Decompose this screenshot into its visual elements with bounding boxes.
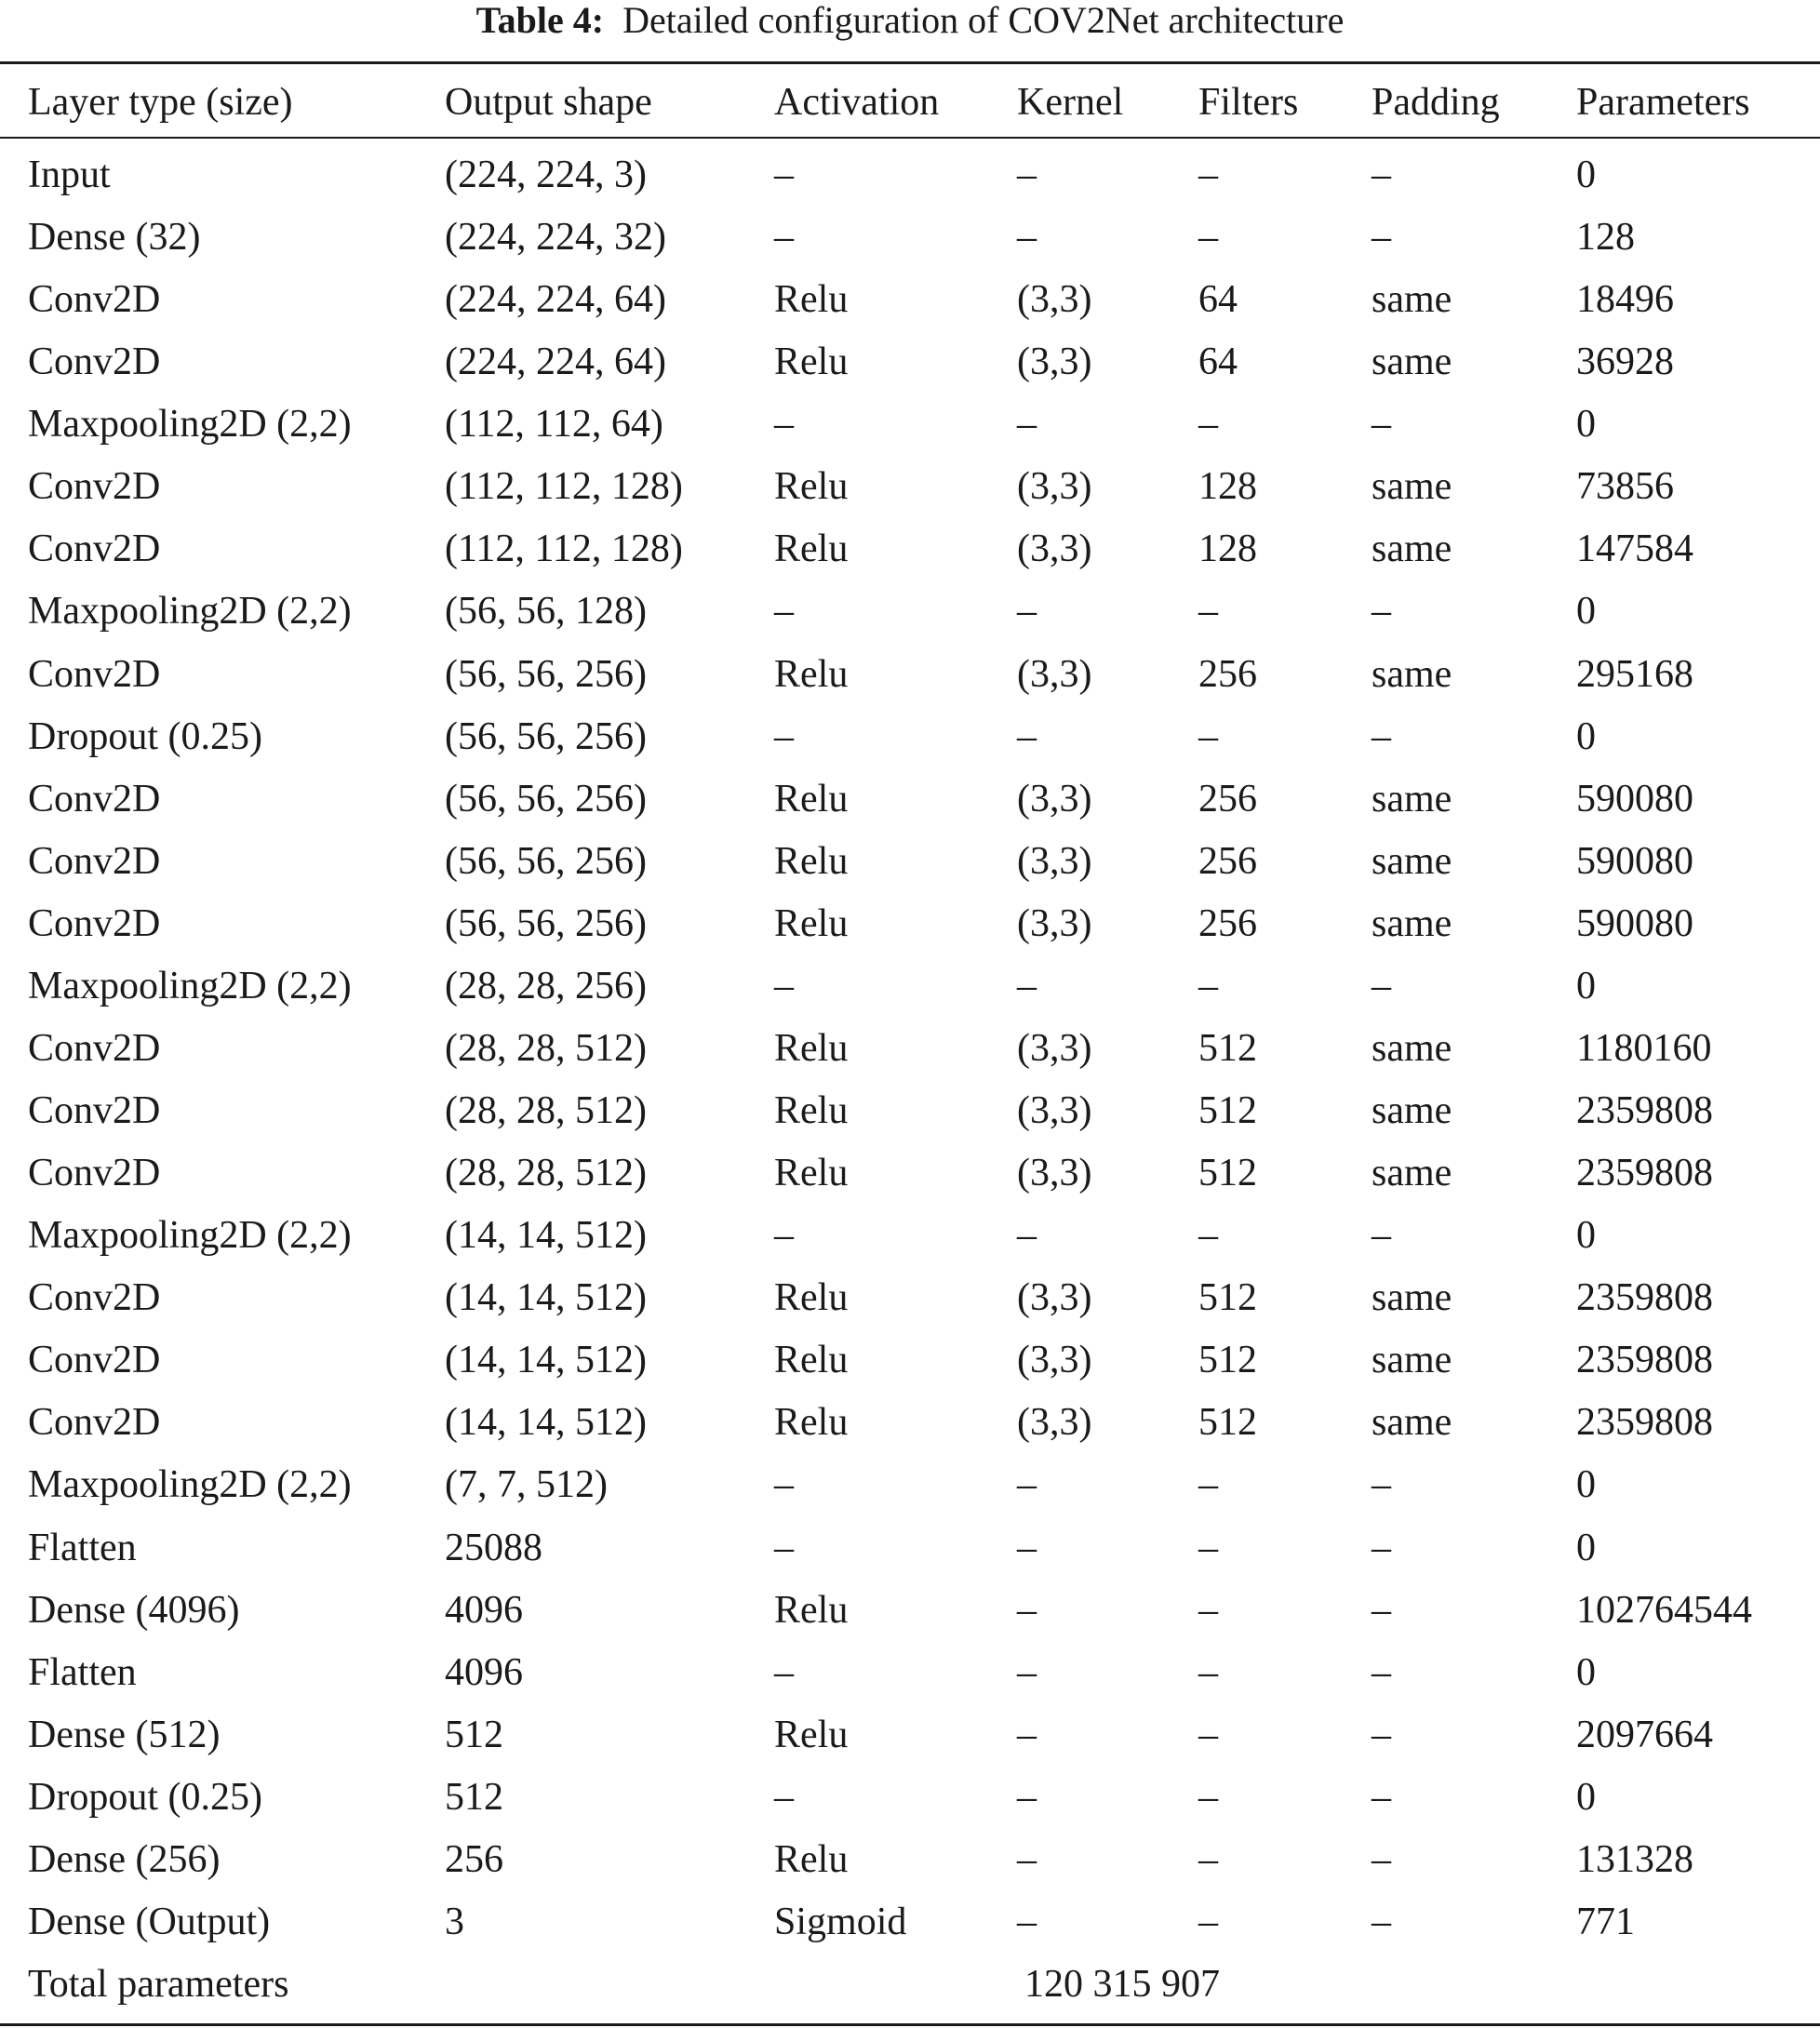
cell-filters: – (1198, 1838, 1218, 1881)
cell-kernel: (3,3) (1017, 1401, 1092, 1444)
cell-parameters: 2097664 (1576, 1714, 1713, 1756)
cell-parameters: 0 (1576, 590, 1596, 633)
cell-layer-type: Maxpooling2D (2,2) (28, 403, 352, 446)
cell-activation: Relu (774, 1838, 849, 1881)
cell-parameters: 73856 (1576, 465, 1674, 508)
cell-filters: – (1198, 1589, 1218, 1632)
cell-filters: – (1198, 153, 1218, 196)
table-row (0, 768, 1820, 831)
cell-kernel: – (1017, 1838, 1037, 1881)
cell-filters: – (1198, 1901, 1218, 1943)
cell-parameters: 36928 (1576, 340, 1674, 383)
cell-kernel: (3,3) (1017, 653, 1092, 696)
cell-parameters: 0 (1576, 1776, 1596, 1819)
table-header-row (0, 72, 1820, 134)
cell-filters: – (1198, 1776, 1218, 1819)
table-row (0, 1205, 1820, 1267)
cell-layer-type: Dropout (0.25) (28, 715, 262, 758)
cell-activation: Relu (774, 1589, 849, 1632)
cell-filters: 128 (1198, 527, 1257, 570)
cell-parameters: 2359808 (1576, 1276, 1713, 1319)
cell-output-shape: 256 (445, 1838, 503, 1881)
header-output-shape: Output shape (445, 81, 652, 124)
cell-layer-type: Conv2D (28, 1339, 161, 1381)
cell-filters: 256 (1198, 902, 1257, 945)
cell-output-shape: (224, 224, 32) (445, 216, 666, 259)
cell-kernel: – (1017, 403, 1037, 446)
cell-layer-type: Dropout (0.25) (28, 1776, 262, 1819)
cell-activation: – (774, 1776, 794, 1819)
cell-kernel: – (1017, 1901, 1037, 1943)
cell-layer-type: Dense (32) (28, 216, 201, 259)
table-row (0, 144, 1820, 207)
cell-kernel: – (1017, 1651, 1037, 1694)
cell-kernel: (3,3) (1017, 465, 1092, 508)
cell-padding: same (1372, 278, 1452, 321)
cell-padding: – (1372, 1589, 1391, 1632)
cell-output-shape: (14, 14, 512) (445, 1401, 647, 1444)
cell-output-shape: (56, 56, 256) (445, 778, 647, 821)
cell-padding: same (1372, 527, 1452, 570)
cell-parameters: 0 (1576, 403, 1596, 446)
cell-parameters: 2359808 (1576, 1152, 1713, 1194)
cell-output-shape: (56, 56, 256) (445, 653, 647, 696)
total-label: Total parameters (28, 1963, 289, 2006)
cell-output-shape: (112, 112, 64) (445, 403, 663, 446)
cell-filters: – (1198, 1527, 1218, 1569)
cell-layer-type: Maxpooling2D (2,2) (28, 965, 352, 1007)
cell-output-shape: (14, 14, 512) (445, 1214, 647, 1257)
cell-output-shape: (28, 28, 512) (445, 1027, 647, 1070)
cell-output-shape: 3 (445, 1901, 464, 1943)
cell-layer-type: Conv2D (28, 1089, 161, 1132)
cell-activation: – (774, 1214, 794, 1257)
cell-filters: – (1198, 1714, 1218, 1756)
cell-padding: same (1372, 653, 1452, 696)
cell-padding: – (1372, 1527, 1391, 1569)
header-kernel: Kernel (1017, 81, 1124, 124)
table-row (0, 1267, 1820, 1329)
cell-activation: Relu (774, 465, 849, 508)
cell-kernel: (3,3) (1017, 340, 1092, 383)
table-row (0, 580, 1820, 643)
cell-layer-type: Conv2D (28, 840, 161, 883)
cell-layer-type: Dense (256) (28, 1838, 221, 1881)
cell-filters: – (1198, 403, 1218, 446)
cell-kernel: (3,3) (1017, 778, 1092, 821)
cell-layer-type: Flatten (28, 1527, 137, 1569)
cell-padding: same (1372, 340, 1452, 383)
cell-kernel: (3,3) (1017, 1089, 1092, 1132)
cell-filters: 128 (1198, 465, 1257, 508)
cell-layer-type: Conv2D (28, 1027, 161, 1070)
cell-kernel: (3,3) (1017, 1276, 1092, 1319)
cell-output-shape: (112, 112, 128) (445, 465, 683, 508)
table-row (0, 1329, 1820, 1392)
cell-activation: Relu (774, 840, 849, 883)
table-caption-label: Table 4: (475, 0, 605, 41)
cell-kernel: (3,3) (1017, 1152, 1092, 1194)
cell-padding: same (1372, 1027, 1452, 1070)
cell-layer-type: Input (28, 153, 111, 196)
cell-padding: same (1372, 840, 1452, 883)
cell-kernel: – (1017, 1527, 1037, 1569)
cell-filters: – (1198, 216, 1218, 259)
cell-layer-type: Conv2D (28, 653, 161, 696)
cell-parameters: 2359808 (1576, 1089, 1713, 1132)
cell-layer-type: Conv2D (28, 902, 161, 945)
header-padding: Padding (1372, 81, 1500, 124)
cell-kernel: (3,3) (1017, 527, 1092, 570)
table-row (0, 831, 1820, 893)
cell-padding: same (1372, 1276, 1452, 1319)
cell-parameters: 0 (1576, 153, 1596, 196)
table-total-row (0, 1954, 1820, 2016)
cell-kernel: (3,3) (1017, 840, 1092, 883)
cell-activation: Relu (774, 1714, 849, 1756)
table-row (0, 1704, 1820, 1767)
cell-activation: – (774, 965, 794, 1007)
table-row (0, 1891, 1820, 1954)
cell-parameters: 0 (1576, 1527, 1596, 1569)
cell-parameters: 295168 (1576, 653, 1693, 696)
cell-filters: – (1198, 965, 1218, 1007)
table-caption-text: Detailed configuration of COV2Net architecture (622, 0, 1345, 41)
cell-output-shape: (224, 224, 64) (445, 278, 666, 321)
cell-filters: 512 (1198, 1089, 1257, 1132)
cell-parameters: 0 (1576, 965, 1596, 1007)
cell-kernel: (3,3) (1017, 1339, 1092, 1381)
table-row (0, 331, 1820, 394)
cell-kernel: (3,3) (1017, 902, 1092, 945)
cell-parameters: 2359808 (1576, 1339, 1713, 1381)
cell-output-shape: (224, 224, 3) (445, 153, 647, 196)
cell-activation: – (774, 216, 794, 259)
cell-parameters: 0 (1576, 1651, 1596, 1694)
table-row (0, 1080, 1820, 1142)
cell-filters: 64 (1198, 278, 1238, 321)
cell-padding: – (1372, 1651, 1391, 1694)
cell-padding: – (1372, 715, 1391, 758)
cell-layer-type: Maxpooling2D (2,2) (28, 590, 352, 633)
cell-activation: – (774, 590, 794, 633)
table-top-rule (0, 61, 1820, 64)
table-row (0, 1580, 1820, 1642)
cell-layer-type: Conv2D (28, 465, 161, 508)
table-row (0, 1642, 1820, 1704)
cell-parameters: 147584 (1576, 527, 1693, 570)
cell-layer-type: Conv2D (28, 527, 161, 570)
cell-filters: 256 (1198, 653, 1257, 696)
cell-padding: same (1372, 1152, 1452, 1194)
cell-kernel: – (1017, 590, 1037, 633)
cell-activation: Relu (774, 778, 849, 821)
table-row (0, 269, 1820, 331)
cell-parameters: 1180160 (1576, 1027, 1712, 1070)
cell-parameters: 0 (1576, 1214, 1596, 1257)
cell-kernel: (3,3) (1017, 278, 1092, 321)
cell-padding: – (1372, 1214, 1391, 1257)
table-row (0, 518, 1820, 580)
cell-filters: 512 (1198, 1152, 1257, 1194)
table-row (0, 1392, 1820, 1454)
cell-parameters: 102764544 (1576, 1589, 1752, 1632)
cell-activation: Relu (774, 1089, 849, 1132)
table-row (0, 394, 1820, 456)
cell-padding: – (1372, 1901, 1391, 1943)
cell-layer-type: Dense (Output) (28, 1901, 271, 1943)
cell-padding: same (1372, 1089, 1452, 1132)
table-row (0, 1454, 1820, 1516)
cell-padding: same (1372, 778, 1452, 821)
cell-activation: Relu (774, 1027, 849, 1070)
cell-padding: – (1372, 216, 1391, 259)
cell-padding: same (1372, 1339, 1452, 1381)
cell-output-shape: (28, 28, 256) (445, 965, 647, 1007)
cell-parameters: 0 (1576, 1463, 1596, 1506)
cell-layer-type: Maxpooling2D (2,2) (28, 1463, 352, 1506)
cell-output-shape: (28, 28, 512) (445, 1152, 647, 1194)
cell-layer-type: Conv2D (28, 778, 161, 821)
cell-activation: Relu (774, 1401, 849, 1444)
cell-kernel: – (1017, 1714, 1037, 1756)
cell-output-shape: (56, 56, 128) (445, 590, 647, 633)
cell-layer-type: Conv2D (28, 340, 161, 383)
cell-parameters: 128 (1576, 216, 1635, 259)
cell-output-shape: (14, 14, 512) (445, 1276, 647, 1319)
cell-kernel: – (1017, 1214, 1037, 1257)
table-row (0, 893, 1820, 955)
cell-output-shape: 4096 (445, 1651, 523, 1694)
cell-output-shape: (112, 112, 128) (445, 527, 683, 570)
cell-activation: Relu (774, 278, 849, 321)
cell-kernel: – (1017, 965, 1037, 1007)
cell-kernel: – (1017, 1776, 1037, 1819)
cell-padding: same (1372, 1401, 1452, 1444)
cell-filters: – (1198, 1463, 1218, 1506)
cell-padding: same (1372, 902, 1452, 945)
cell-padding: – (1372, 1714, 1391, 1756)
cell-output-shape: (56, 56, 256) (445, 902, 647, 945)
cell-activation: Relu (774, 902, 849, 945)
cell-filters: 64 (1198, 340, 1238, 383)
cell-output-shape: 4096 (445, 1589, 523, 1632)
table-row (0, 1517, 1820, 1580)
cell-kernel: – (1017, 216, 1037, 259)
cell-layer-type: Conv2D (28, 1401, 161, 1444)
cell-parameters: 590080 (1576, 778, 1693, 821)
cell-padding: – (1372, 153, 1391, 196)
cell-filters: 256 (1198, 840, 1257, 883)
cell-output-shape: (56, 56, 256) (445, 840, 647, 883)
cell-activation: Relu (774, 653, 849, 696)
cell-parameters: 18496 (1576, 278, 1674, 321)
cell-output-shape: (28, 28, 512) (445, 1089, 647, 1132)
cell-output-shape: (14, 14, 512) (445, 1339, 647, 1381)
cell-activation: Relu (774, 340, 849, 383)
cell-activation: Relu (774, 1339, 849, 1381)
table-header-rule (0, 137, 1820, 139)
cell-filters: 512 (1198, 1276, 1257, 1319)
table-row (0, 1018, 1820, 1080)
table-row (0, 955, 1820, 1018)
cell-activation: Relu (774, 1276, 849, 1319)
cell-parameters: 2359808 (1576, 1401, 1713, 1444)
cell-activation: – (774, 715, 794, 758)
table-caption (0, 0, 1820, 41)
cell-padding: – (1372, 1463, 1391, 1506)
table-row (0, 1829, 1820, 1891)
table-row (0, 1142, 1820, 1205)
cell-output-shape: (56, 56, 256) (445, 715, 647, 758)
cell-activation: – (774, 1463, 794, 1506)
cell-kernel: – (1017, 715, 1037, 758)
cell-filters: 512 (1198, 1339, 1257, 1381)
cell-output-shape: (7, 7, 512) (445, 1463, 608, 1506)
cell-activation: Sigmoid (774, 1901, 907, 1943)
table-row (0, 207, 1820, 269)
cell-parameters: 590080 (1576, 902, 1693, 945)
table-row (0, 644, 1820, 706)
cell-layer-type: Conv2D (28, 1152, 161, 1194)
cell-filters: – (1198, 590, 1218, 633)
cell-padding: – (1372, 590, 1391, 633)
cell-activation: Relu (774, 1152, 849, 1194)
table-row (0, 1767, 1820, 1829)
cell-layer-type: Conv2D (28, 278, 161, 321)
cell-filters: – (1198, 1651, 1218, 1694)
total-value: 120 315 907 (1024, 1963, 1220, 2006)
cell-padding: – (1372, 1838, 1391, 1881)
header-activation: Activation (774, 81, 940, 124)
cell-padding: – (1372, 403, 1391, 446)
cell-padding: same (1372, 465, 1452, 508)
cell-kernel: – (1017, 153, 1037, 196)
cell-activation: – (774, 1651, 794, 1694)
header-layer-type: Layer type (size) (28, 81, 293, 124)
cell-layer-type: Conv2D (28, 1276, 161, 1319)
header-parameters: Parameters (1576, 81, 1750, 124)
cell-filters: 512 (1198, 1027, 1257, 1070)
cell-padding: – (1372, 965, 1391, 1007)
cell-activation: – (774, 1527, 794, 1569)
cell-kernel: – (1017, 1463, 1037, 1506)
cell-activation: Relu (774, 527, 849, 570)
cell-layer-type: Flatten (28, 1651, 137, 1694)
cell-layer-type: Dense (512) (28, 1714, 221, 1756)
table-row (0, 706, 1820, 768)
cell-filters: 512 (1198, 1401, 1257, 1444)
cell-parameters: 0 (1576, 715, 1596, 758)
cell-output-shape: (224, 224, 64) (445, 340, 666, 383)
cell-filters: – (1198, 715, 1218, 758)
cell-kernel: – (1017, 1589, 1037, 1632)
cell-filters: – (1198, 1214, 1218, 1257)
cell-kernel: (3,3) (1017, 1027, 1092, 1070)
cell-output-shape: 25088 (445, 1527, 542, 1569)
cell-parameters: 131328 (1576, 1838, 1693, 1881)
table-bottom-rule (0, 2023, 1820, 2026)
cell-padding: – (1372, 1776, 1391, 1819)
header-filters: Filters (1198, 81, 1299, 124)
table-row (0, 456, 1820, 518)
cell-output-shape: 512 (445, 1714, 503, 1756)
cell-layer-type: Maxpooling2D (2,2) (28, 1214, 352, 1257)
cell-layer-type: Dense (4096) (28, 1589, 240, 1632)
cell-output-shape: 512 (445, 1776, 503, 1819)
cell-filters: 256 (1198, 778, 1257, 821)
cell-parameters: 771 (1576, 1901, 1635, 1943)
cell-activation: – (774, 403, 794, 446)
cell-activation: – (774, 153, 794, 196)
cell-parameters: 590080 (1576, 840, 1693, 883)
